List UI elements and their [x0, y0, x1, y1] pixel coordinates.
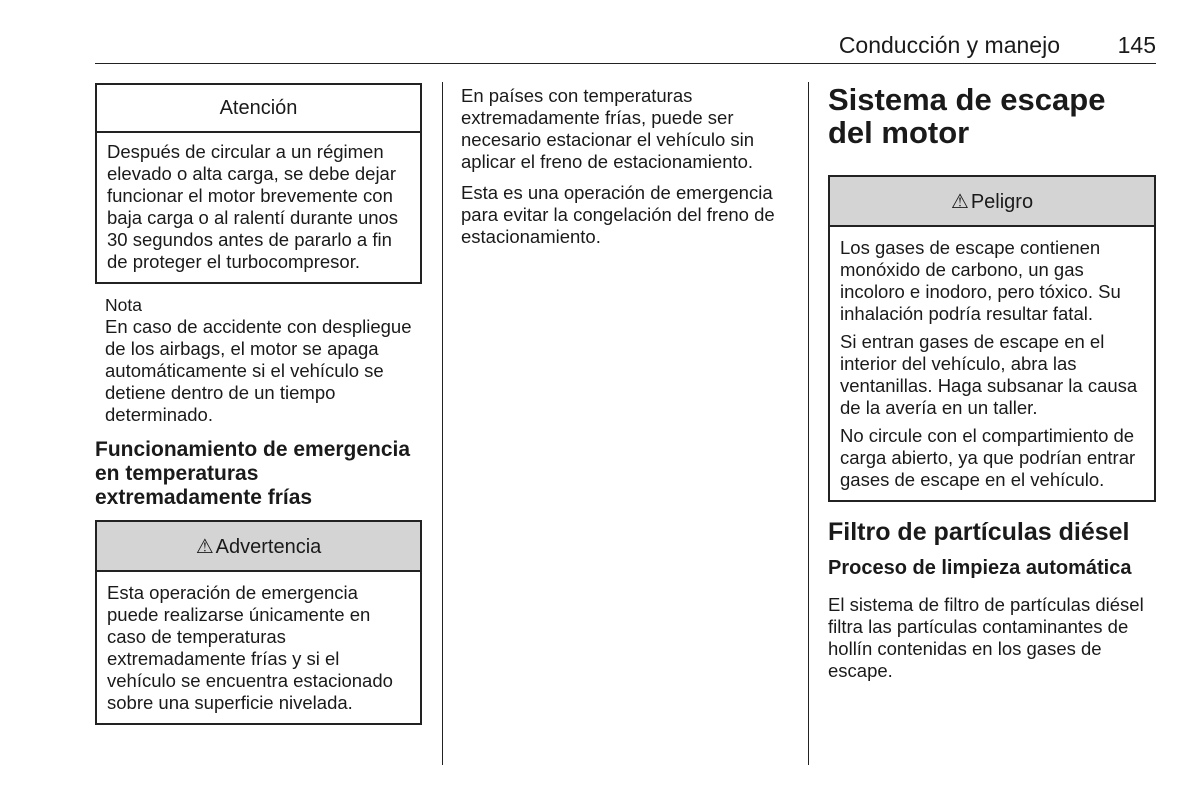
attention-box — [95, 83, 422, 284]
warning-box — [95, 520, 422, 725]
warning-text: Esta operación de emergencia puede realizarse únicamente en caso de temperaturas extremadamente frías y si el vehículo se encuentra estacionado sobre una superficie nivelada. — [107, 582, 393, 713]
attention-text: Después de circular a un régimen elevado o alta carga, se debe dejar funcionar el motor brevemente con baja carga o al ralentí durante unos 30 segundos antes de pararlo a fin de proteger el turbocompresor. — [107, 141, 399, 272]
note-label: Nota — [105, 295, 142, 315]
paragraph-emergency-operation: Esta es una operación de emergencia para evitar la congelación del freno de estacionamiento. — [461, 182, 775, 247]
danger-text-2: Si entran gases de escape en el interior del vehículo, abra las ventanillas. Haga subsanar la causa de la avería en un taller. — [840, 331, 1138, 418]
danger-box-title: Peligro — [970, 191, 1034, 213]
page-number: 145 — [1117, 32, 1156, 58]
warning-triangle-icon: ⚠ — [950, 191, 969, 213]
danger-box — [828, 175, 1156, 502]
auto-cleaning-heading: Proceso de limpieza automática — [828, 557, 1132, 579]
warning-box-body — [97, 572, 420, 723]
attention-box-title: Atención — [97, 85, 420, 133]
header-rule — [95, 63, 1156, 64]
column-3 — [828, 83, 1156, 691]
warning-box-title: Advertencia — [215, 536, 322, 558]
danger-box-header — [830, 177, 1154, 227]
section-title: Sistema de escape del motor — [828, 82, 1106, 150]
warning-triangle-icon: ⚠ — [195, 536, 214, 558]
column-divider-right — [808, 82, 809, 765]
column-2 — [461, 85, 791, 257]
note-text: En caso de accidente con despliegue de los airbags, el motor se apaga automáticamente si el vehículo se detiene dentro de un tiempo determinado. — [105, 316, 412, 425]
column-divider-left — [442, 82, 443, 765]
danger-box-body — [830, 227, 1154, 500]
warning-box-header — [97, 522, 420, 572]
page-header-title: Conducción y manejo — [838, 32, 1060, 58]
diesel-filter-paragraph: El sistema de filtro de partículas diésel filtra las partículas contaminantes de hollín contenidas en los gases de escape. — [828, 594, 1144, 681]
column-1 — [95, 83, 422, 725]
danger-text-1: Los gases de escape contienen monóxido de carbono, un gas incoloro e inodoro, pero tóxico. Su inhalación podría resultar fatal. — [840, 237, 1121, 324]
attention-box-body — [97, 133, 420, 282]
emergency-subheading: Funcionamiento de emergencia en temperaturas extremadamente frías — [95, 438, 411, 509]
paragraph-cold-countries: En países con temperaturas extremadamente frías, puede ser necesario estacionar el vehículo sin aplicar el freno de estacionamiento. — [461, 85, 755, 172]
danger-text-3: No circule con el compartimiento de carga abierto, ya que podrían entrar gases de escape en el vehículo. — [840, 425, 1136, 490]
diesel-filter-heading: Filtro de partículas diésel — [828, 518, 1130, 546]
